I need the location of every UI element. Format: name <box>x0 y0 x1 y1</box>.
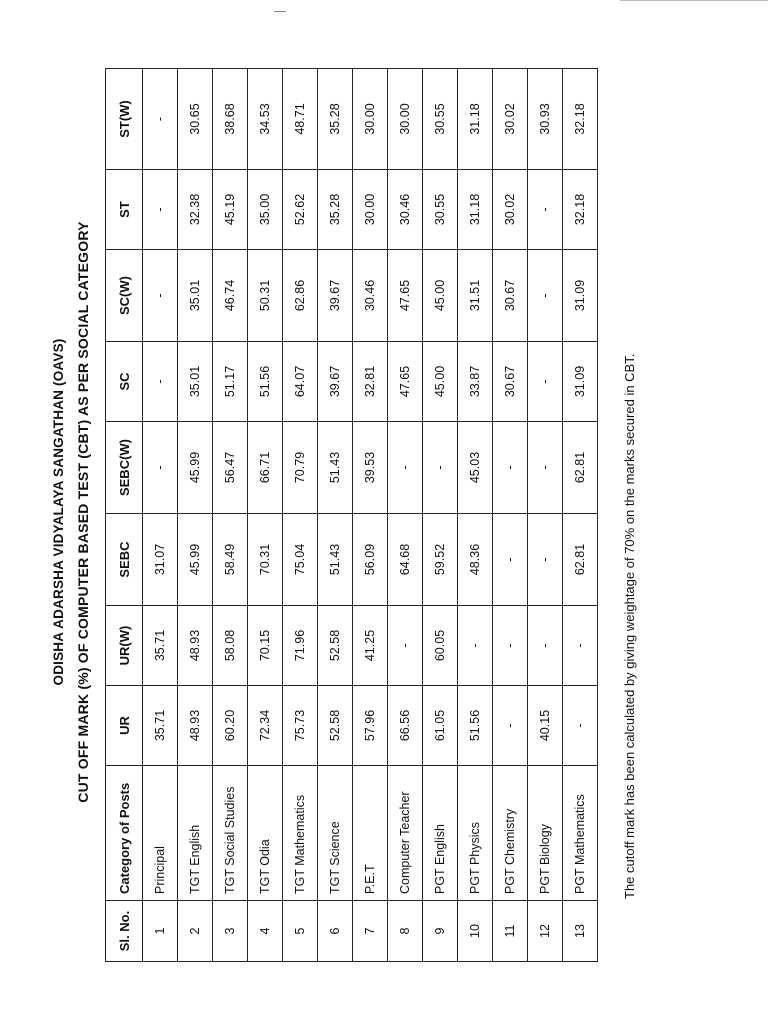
table-cell-st: 35.28 <box>318 170 353 250</box>
table-cell-sc: - <box>143 342 178 422</box>
table-cell-ur: 66.56 <box>388 686 423 766</box>
table-cell-sl-no: 11 <box>493 901 528 962</box>
table-cell-st-w: 48.71 <box>283 69 318 170</box>
table-cell-sc-w: 30.46 <box>353 250 388 342</box>
table-cell-category-of-posts: PGT Mathematics <box>563 766 598 901</box>
table-cell-category-of-posts: TGT Mathematics <box>283 766 318 901</box>
table-cell-sc: 33.87 <box>458 342 493 422</box>
table-row <box>353 69 388 962</box>
table-cell-sebc-w: - <box>493 422 528 514</box>
table-cell-ur: 40.15 <box>528 686 563 766</box>
table-cell-sebc: 31.07 <box>143 514 178 606</box>
cutoff-table <box>105 68 598 962</box>
table-cell-sebc: 59.52 <box>423 514 458 606</box>
table-cell-st: 32.18 <box>563 170 598 250</box>
table-cell-sebc-w: 45.99 <box>178 422 213 514</box>
table-cell-st-w: 34.53 <box>248 69 283 170</box>
table-cell-sc-w: 46.74 <box>213 250 248 342</box>
table-cell-sebc: 70.31 <box>248 514 283 606</box>
table-cell-ur: 57.96 <box>353 686 388 766</box>
table-cell-sc: 45.00 <box>423 342 458 422</box>
table-cell-ur: - <box>563 686 598 766</box>
table-row <box>143 69 178 962</box>
table-cell-sebc-w: - <box>423 422 458 514</box>
table-cell-st-w: 30.02 <box>493 69 528 170</box>
table-cell-sebc-w: 62.81 <box>563 422 598 514</box>
table-row <box>458 69 493 962</box>
table-header-row <box>106 69 143 962</box>
table-cell-sc: 51.56 <box>248 342 283 422</box>
table-cell-ur: 72.34 <box>248 686 283 766</box>
footnote: The cutoff mark has been calculated by giving weightage of 70% on the marks secured in CBT. <box>622 353 637 899</box>
table-cell-sebc: 45.99 <box>178 514 213 606</box>
table-cell-sebc: 64.68 <box>388 514 423 606</box>
table-cell-sebc: 48.36 <box>458 514 493 606</box>
table-row <box>213 69 248 962</box>
table-cell-sebc-w: 56.47 <box>213 422 248 514</box>
table-cell-st: 30.46 <box>388 170 423 250</box>
table-cell-st-w: 30.00 <box>388 69 423 170</box>
table-cell-category-of-posts: TGT Social Studies <box>213 766 248 901</box>
table-cell-sc: 35.01 <box>178 342 213 422</box>
table-cell-ur: - <box>493 686 528 766</box>
table-cell-sebc-w: - <box>388 422 423 514</box>
table-cell-sc-w: 31.09 <box>563 250 598 342</box>
table-cell-sc: 32.81 <box>353 342 388 422</box>
table-cell-ur-w: 41.25 <box>353 606 388 686</box>
table-row <box>423 69 458 962</box>
table-cell-category-of-posts: Principal <box>143 766 178 901</box>
table-cell-sl-no: 4 <box>248 901 283 962</box>
table-cell-sc-w: 35.01 <box>178 250 213 342</box>
table-cell-sl-no: 12 <box>528 901 563 962</box>
column-header-sl-no: Sl. No. <box>106 901 143 962</box>
document-subtitle: CUT OFF MARK (%) OF COMPUTER BASED TEST (CBT) AS PER SOCIAL CATEGORY <box>75 221 91 803</box>
table-cell-sc-w: 39.67 <box>318 250 353 342</box>
table-cell-ur: 75.73 <box>283 686 318 766</box>
table-cell-ur-w: 58.08 <box>213 606 248 686</box>
table-cell-st: 35.00 <box>248 170 283 250</box>
table-cell-ur-w: - <box>458 606 493 686</box>
table-cell-sc: 39.67 <box>318 342 353 422</box>
table-cell-category-of-posts: TGT Science <box>318 766 353 901</box>
table-cell-sebc-w: 51.43 <box>318 422 353 514</box>
column-header-category-of-posts: Category of Posts <box>106 766 143 901</box>
table-row <box>563 69 598 962</box>
table-cell-sebc-w: - <box>528 422 563 514</box>
table-cell-ur-w: 48.93 <box>178 606 213 686</box>
table-cell-sl-no: 7 <box>353 901 388 962</box>
table-cell-sc-w: 31.51 <box>458 250 493 342</box>
table-cell-sl-no: 3 <box>213 901 248 962</box>
column-header-st: ST <box>106 170 143 250</box>
column-header-ur-w: UR(W) <box>106 606 143 686</box>
column-header-sc: SC <box>106 342 143 422</box>
table-cell-ur: 60.20 <box>213 686 248 766</box>
table-cell-category-of-posts: PGT English <box>423 766 458 901</box>
table-cell-ur-w: - <box>388 606 423 686</box>
table-row <box>283 69 318 962</box>
table-cell-st-w: 30.55 <box>423 69 458 170</box>
table-cell-sebc: 58.49 <box>213 514 248 606</box>
table-cell-sc: 64.07 <box>283 342 318 422</box>
table-cell-sc-w: 50.31 <box>248 250 283 342</box>
table-cell-ur-w: 71.96 <box>283 606 318 686</box>
column-header-st-w: ST(W) <box>106 69 143 170</box>
table-cell-sl-no: 9 <box>423 901 458 962</box>
table-cell-sebc-w: - <box>143 422 178 514</box>
table-cell-category-of-posts: PGT Biology <box>528 766 563 901</box>
table-cell-sc-w: 62.86 <box>283 250 318 342</box>
table-cell-st-w: - <box>143 69 178 170</box>
table-cell-sl-no: 13 <box>563 901 598 962</box>
table-cell-sl-no: 5 <box>283 901 318 962</box>
table-cell-st-w: 30.93 <box>528 69 563 170</box>
column-header-sebc: SEBC <box>106 514 143 606</box>
table-cell-st: 52.62 <box>283 170 318 250</box>
table-cell-sc: 51.17 <box>213 342 248 422</box>
table-cell-sebc: 51.43 <box>318 514 353 606</box>
table-cell-sc-w: 30.67 <box>493 250 528 342</box>
table-cell-st: 30.02 <box>493 170 528 250</box>
table-cell-st-w: 30.65 <box>178 69 213 170</box>
table-cell-st-w: 32.18 <box>563 69 598 170</box>
table-cell-ur: 52.58 <box>318 686 353 766</box>
table-cell-sl-no: 1 <box>143 901 178 962</box>
table-cell-category-of-posts: TGT Odia <box>248 766 283 901</box>
table-cell-ur: 35.71 <box>143 686 178 766</box>
table-cell-st: 32.38 <box>178 170 213 250</box>
table-cell-ur-w: 70.15 <box>248 606 283 686</box>
table-cell-sebc: - <box>528 514 563 606</box>
table-cell-sc: 30.67 <box>493 342 528 422</box>
table-cell-st: 30.55 <box>423 170 458 250</box>
table-cell-ur: 48.93 <box>178 686 213 766</box>
table-cell-sl-no: 6 <box>318 901 353 962</box>
table-cell-sebc-w: 66.71 <box>248 422 283 514</box>
table-cell-st: - <box>528 170 563 250</box>
table-cell-ur-w: 35.71 <box>143 606 178 686</box>
table-row <box>248 69 283 962</box>
table-cell-st-w: 30.00 <box>353 69 388 170</box>
table-cell-sebc: - <box>493 514 528 606</box>
table-cell-st: 30.00 <box>353 170 388 250</box>
table-cell-ur-w: 52.58 <box>318 606 353 686</box>
table-cell-sc: 31.09 <box>563 342 598 422</box>
table-cell-st-w: 35.28 <box>318 69 353 170</box>
table-cell-category-of-posts: P.E.T <box>353 766 388 901</box>
table-cell-ur-w: 60.05 <box>423 606 458 686</box>
table-cell-category-of-posts: TGT English <box>178 766 213 901</box>
table-cell-ur-w: - <box>563 606 598 686</box>
table-cell-sc: - <box>528 342 563 422</box>
table-cell-ur: 61.05 <box>423 686 458 766</box>
table-row <box>493 69 528 962</box>
table-cell-sc-w: 47.65 <box>388 250 423 342</box>
column-header-ur: UR <box>106 686 143 766</box>
table-cell-category-of-posts: Computer Teacher <box>388 766 423 901</box>
table-cell-sebc: 56.09 <box>353 514 388 606</box>
table-cell-sebc: 62.81 <box>563 514 598 606</box>
table-row <box>318 69 353 962</box>
table-cell-category-of-posts: PGT Chemistry <box>493 766 528 901</box>
table-row <box>178 69 213 962</box>
table-cell-st: 45.19 <box>213 170 248 250</box>
table-cell-st: 31.18 <box>458 170 493 250</box>
table-cell-ur-w: - <box>528 606 563 686</box>
column-header-sc-w: SC(W) <box>106 250 143 342</box>
column-header-sebc-w: SEBC(W) <box>106 422 143 514</box>
table-cell-sc-w: - <box>143 250 178 342</box>
table-cell-sl-no: 8 <box>388 901 423 962</box>
table-cell-sebc-w: 70.79 <box>283 422 318 514</box>
table-cell-st-w: 31.18 <box>458 69 493 170</box>
table-cell-sl-no: 2 <box>178 901 213 962</box>
table-cell-ur-w: - <box>493 606 528 686</box>
table-cell-sc-w: 45.00 <box>423 250 458 342</box>
table-cell-st: - <box>143 170 178 250</box>
table-cell-sl-no: 10 <box>458 901 493 962</box>
table-cell-sc: 47.65 <box>388 342 423 422</box>
table-cell-ur: 51.56 <box>458 686 493 766</box>
table-cell-sebc-w: 39.53 <box>353 422 388 514</box>
table-cell-sebc: 75.04 <box>283 514 318 606</box>
table-cell-category-of-posts: PGT Physics <box>458 766 493 901</box>
table-cell-sc-w: - <box>528 250 563 342</box>
table-cell-sebc-w: 45.03 <box>458 422 493 514</box>
table-cell-st-w: 38.68 <box>213 69 248 170</box>
document-title: ODISHA ADARSHA VIDYALAYA SANGATHAN (OAVS) <box>51 338 66 686</box>
table-row <box>528 69 563 962</box>
table-row <box>388 69 423 962</box>
